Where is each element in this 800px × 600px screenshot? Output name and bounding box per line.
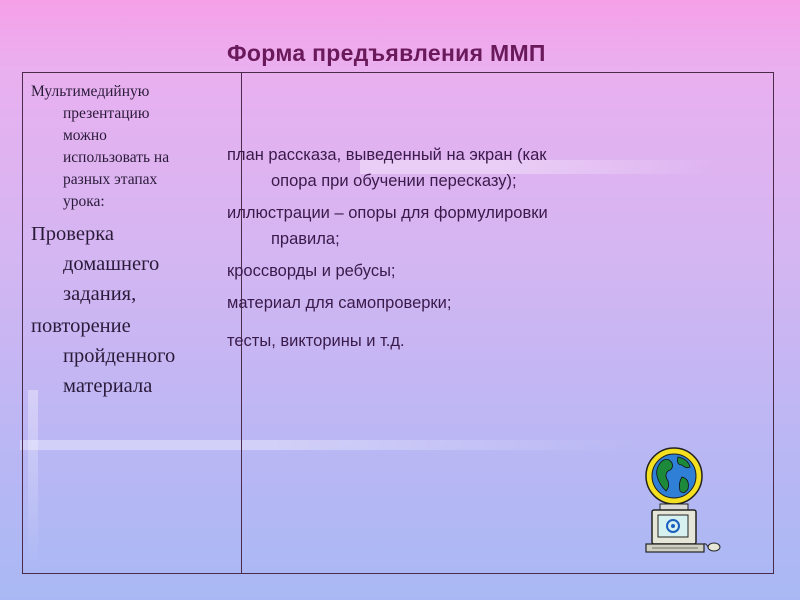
globe-computer-icon <box>638 447 728 557</box>
left-column <box>23 73 242 573</box>
stage-item: Проверка домашнего задания, <box>31 223 160 305</box>
stage-item: повторение пройденного материала <box>31 315 176 397</box>
list-item: план рассказа, выведенный на экран (как опора при обучении пересказу); <box>227 146 547 190</box>
list-item: кроссворды и ребусы; <box>227 262 396 280</box>
forms-list <box>227 142 722 360</box>
list-item: материал для самопроверки; <box>227 294 452 312</box>
intro-text: Мультимедийную презентацию можно использовать на разных этапах урока: <box>31 83 170 210</box>
slide-heading: Форма предъявления ММП <box>227 40 546 66</box>
list-item: иллюстрации – опоры для формулировки правила; <box>227 204 548 248</box>
list-item: тесты, викторины и т.д. <box>227 332 405 350</box>
